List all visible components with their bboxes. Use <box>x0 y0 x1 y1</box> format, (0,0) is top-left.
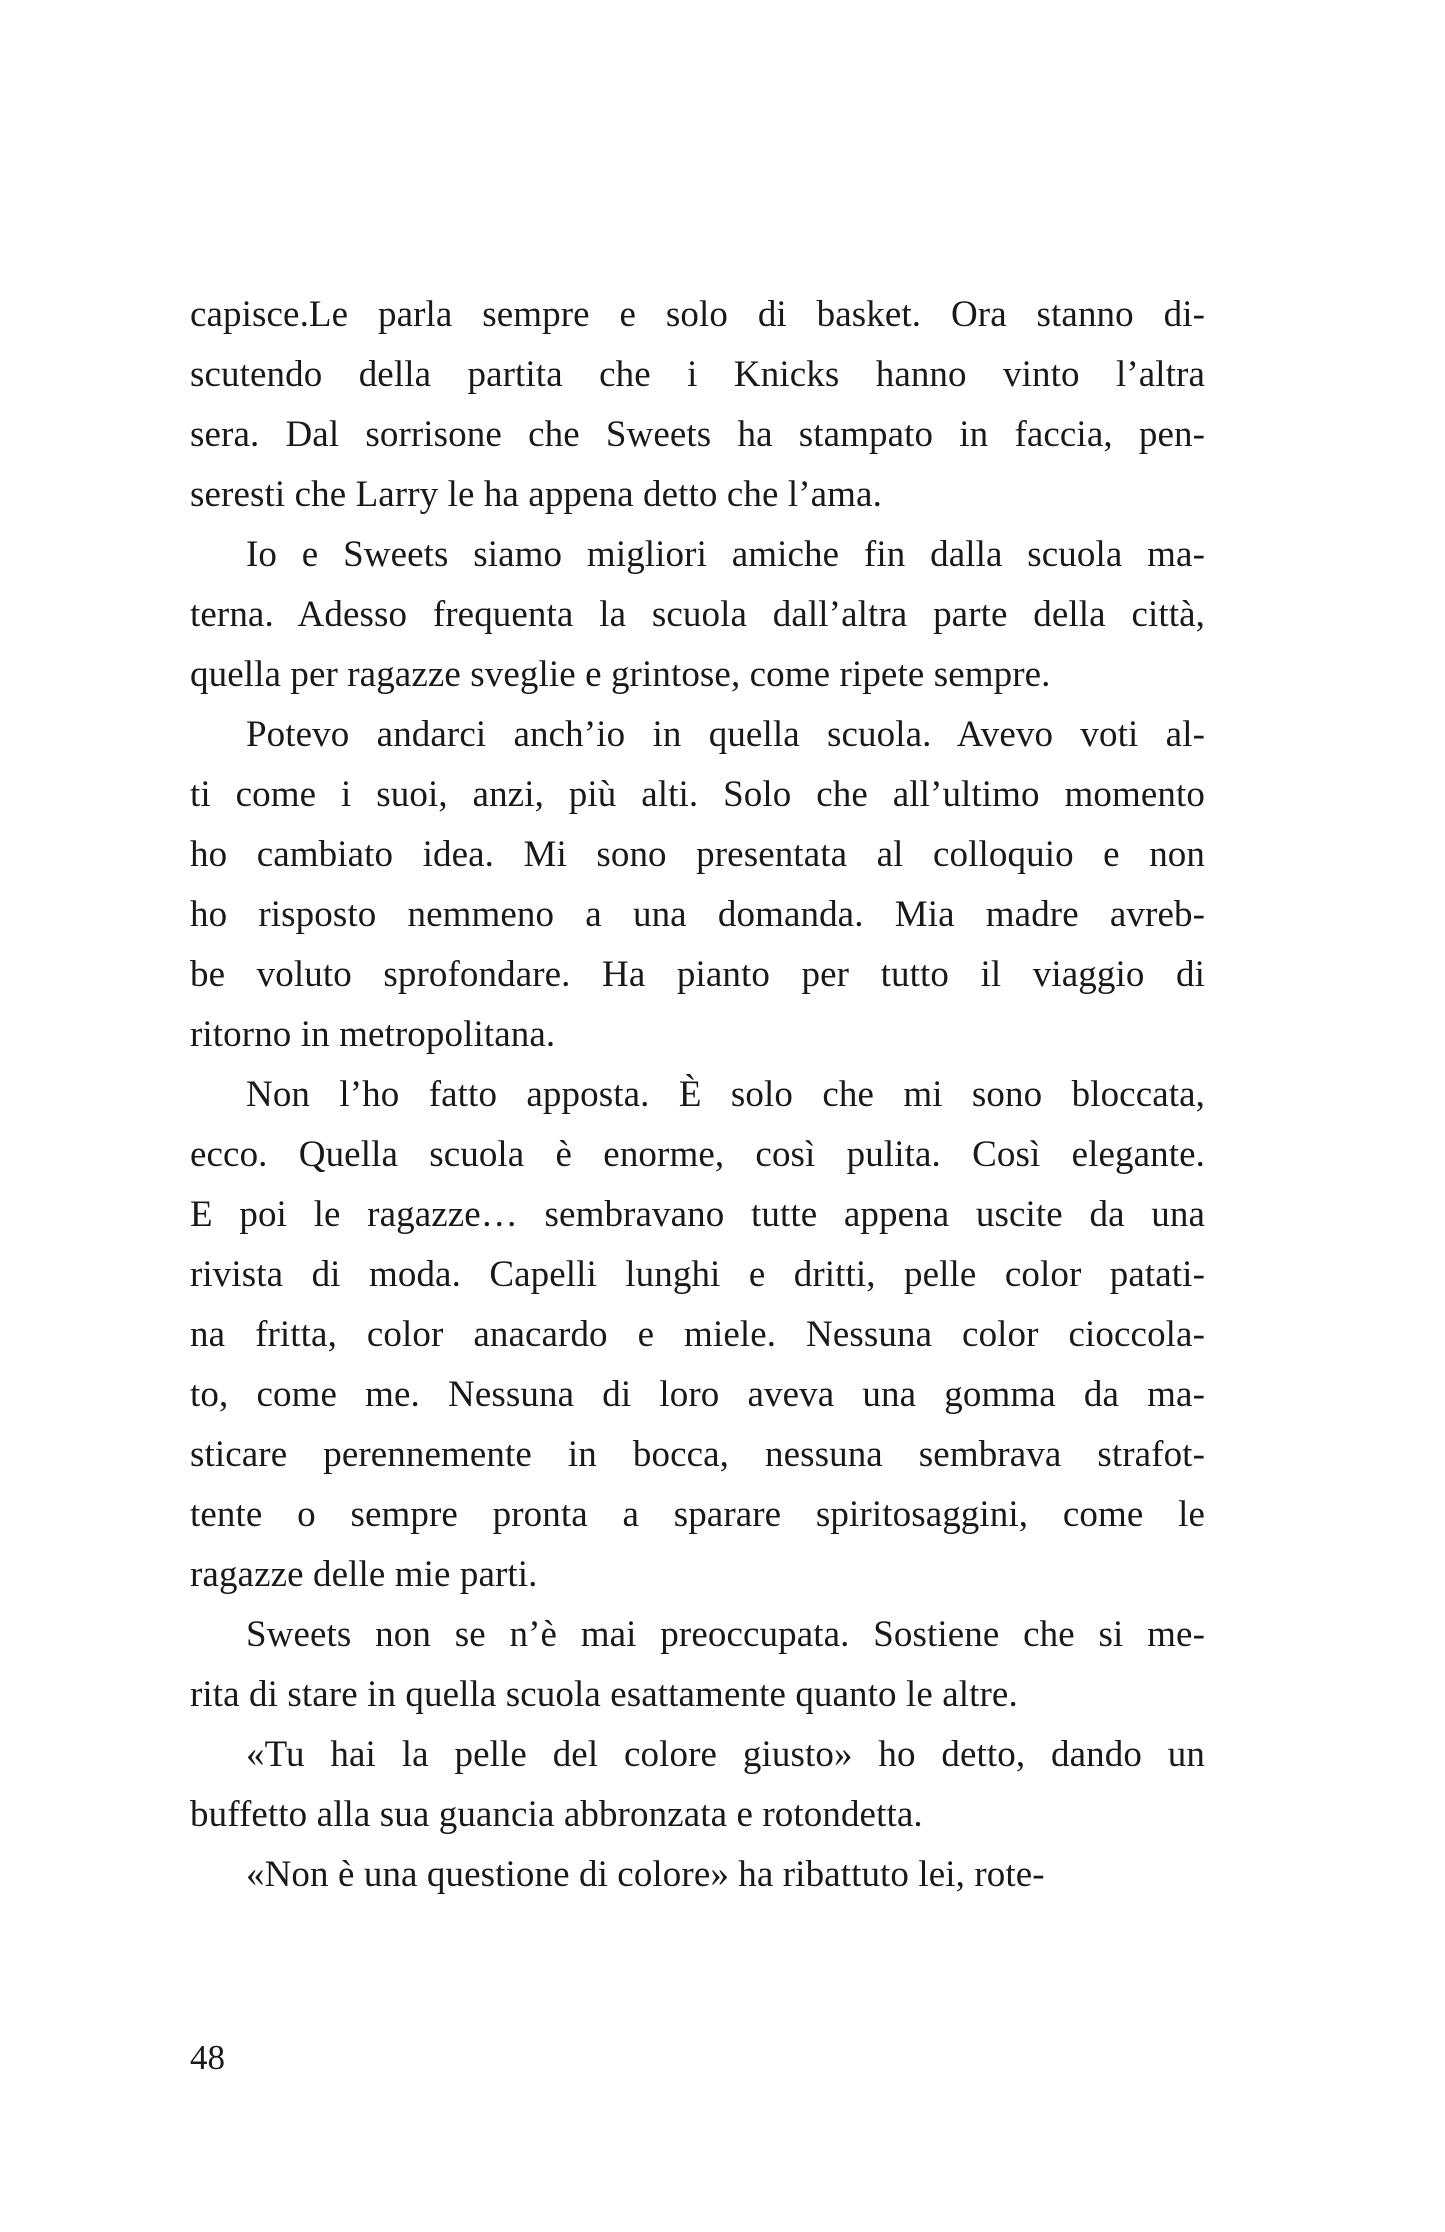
text-line: rivista di moda. Capelli lunghi e dritti, pelle color patati- <box>190 1254 1205 1295</box>
text-line: Io e Sweets siamo migliori amiche fin dalla scuola ma- <box>246 534 1205 575</box>
text-line: ecco. Quella scuola è enorme, così pulita. Così elegante. <box>190 1134 1205 1175</box>
text-line: scutendo della partita che i Knicks hanno vinto l’altra <box>190 354 1205 395</box>
paragraph <box>190 705 1205 1065</box>
text-line: na fritta, color anacardo e miele. Nessuna color cioccola- <box>190 1314 1205 1355</box>
text-line: ritorno in metropolitana. <box>190 1014 556 1055</box>
text-line: E poi le ragazze… sembravano tutte appena uscite da una <box>190 1194 1205 1235</box>
text-line: ho risposto nemmeno a una domanda. Mia madre avreb- <box>190 894 1205 935</box>
text-line: ho cambiato idea. Mi sono presentata al colloquio e non <box>190 834 1205 875</box>
text-line: «Non è una questione di colore» ha ribattuto lei, rote- <box>246 1854 1045 1895</box>
text-line: Potevo andarci anch’io in quella scuola. Avevo voti al- <box>246 714 1205 755</box>
text-line: buffetto alla sua guancia abbronzata e rotondetta. <box>190 1794 923 1835</box>
text-line: to, come me. Nessuna di loro aveva una gomma da ma- <box>190 1374 1205 1415</box>
text-line: be voluto sprofondare. Ha pianto per tutto il viaggio di <box>190 954 1205 995</box>
text-line: sera. Dal sorrisone che Sweets ha stampato in faccia, pen- <box>190 414 1205 455</box>
text-line: terna. Adesso frequenta la scuola dall’altra parte della città, <box>190 594 1205 635</box>
text-line: tente o sempre pronta a sparare spiritosaggini, come le <box>190 1494 1205 1535</box>
paragraph <box>190 1065 1205 1605</box>
page-number: 48 <box>190 2038 225 2077</box>
text-line: rita di stare in quella scuola esattamente quanto le altre. <box>190 1674 1018 1715</box>
text-line: seresti che Larry le ha appena detto che l’ama. <box>190 474 882 515</box>
paragraph <box>190 525 1205 705</box>
text-line: «Tu hai la pelle del colore giusto» ho detto, dando un <box>246 1734 1205 1775</box>
body-text <box>190 285 1205 1905</box>
paragraph <box>190 1605 1205 1725</box>
text-line: Sweets non se n’è mai preoccupata. Sostiene che si me- <box>246 1614 1205 1655</box>
text-line: Non l’ho fatto apposta. È solo che mi sono bloccata, <box>246 1074 1205 1115</box>
text-line: ti come i suoi, anzi, più alti. Solo che all’ultimo momento <box>190 774 1205 815</box>
paragraph <box>190 285 1205 525</box>
text-line: ragazze delle mie parti. <box>190 1554 538 1595</box>
text-line: quella per ragazze sveglie e grintose, come ripete sempre. <box>190 654 1051 695</box>
text-line: sticare perennemente in bocca, nessuna sembrava strafot- <box>190 1434 1205 1475</box>
paragraph <box>190 1845 1205 1905</box>
paragraph <box>190 1725 1205 1845</box>
text-line: capisce.Le parla sempre e solo di basket. Ora stanno di- <box>190 294 1205 335</box>
